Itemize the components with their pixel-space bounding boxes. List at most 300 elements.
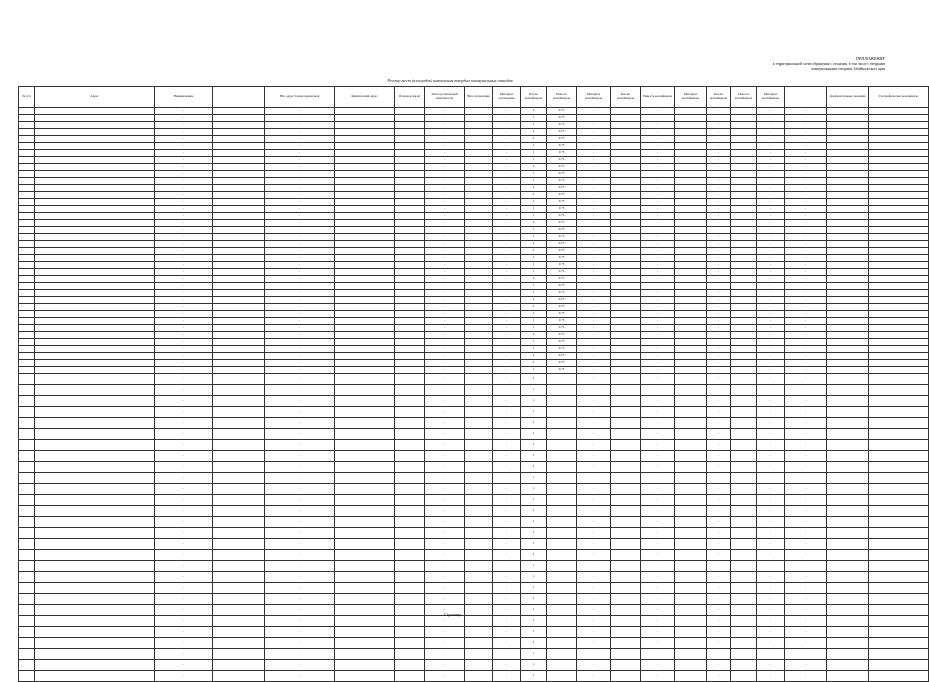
table-cell: - <box>265 506 335 517</box>
table-cell <box>213 283 265 290</box>
table-cell <box>731 550 757 561</box>
table-cell: - <box>707 660 731 671</box>
table-cell <box>35 583 155 594</box>
table-cell: - <box>493 616 521 627</box>
table-cell: - <box>641 255 675 262</box>
table-cell <box>35 506 155 517</box>
table-cell: - <box>155 671 213 682</box>
table-cell: - <box>265 539 335 550</box>
table-cell <box>869 517 929 528</box>
table-cell <box>675 157 707 164</box>
table-cell: - <box>785 605 827 616</box>
table-cell <box>35 418 155 429</box>
table-cell <box>827 332 869 339</box>
table-cell: 1 <box>521 129 547 136</box>
table-cell: - <box>265 325 335 332</box>
table-cell <box>395 192 425 199</box>
table-cell <box>35 157 155 164</box>
table-cell <box>547 495 577 506</box>
table-cell: - <box>425 649 465 660</box>
table-cell: 0.75 <box>547 332 577 339</box>
table-cell <box>675 367 707 374</box>
table-cell <box>827 627 869 638</box>
table-cell: - <box>577 108 611 115</box>
table-cell <box>35 539 155 550</box>
table-cell <box>335 269 395 276</box>
table-cell: - <box>641 671 675 682</box>
table-row <box>19 473 929 484</box>
table-cell <box>395 440 425 451</box>
table-cell: - <box>425 143 465 150</box>
table-cell: - <box>155 136 213 143</box>
table-cell <box>675 660 707 671</box>
table-cell: - <box>425 451 465 462</box>
table-cell: - <box>707 339 731 346</box>
table-cell: - <box>425 360 465 367</box>
table-cell <box>213 325 265 332</box>
table-cell: - <box>757 150 785 157</box>
table-cell: 0.75 <box>547 220 577 227</box>
table-cell <box>213 550 265 561</box>
table-cell: - <box>155 451 213 462</box>
table-cell: - <box>785 108 827 115</box>
table-cell <box>827 550 869 561</box>
table-cell <box>395 269 425 276</box>
table-cell <box>213 318 265 325</box>
table-cell <box>335 290 395 297</box>
table-cell: - <box>707 129 731 136</box>
table-cell: - <box>785 150 827 157</box>
table-cell: - <box>757 616 785 627</box>
table-cell <box>465 572 493 583</box>
table-cell <box>827 638 869 649</box>
table-cell <box>395 150 425 157</box>
table-cell <box>869 122 929 129</box>
table-cell: 1 <box>521 660 547 671</box>
table-cell <box>827 150 869 157</box>
table-cell <box>19 429 35 440</box>
table-cell: - <box>785 346 827 353</box>
table-cell <box>335 248 395 255</box>
table-cell: - <box>785 283 827 290</box>
table-cell: - <box>425 473 465 484</box>
table-cell: - <box>155 374 213 385</box>
table-cell <box>465 129 493 136</box>
table-cell <box>731 462 757 473</box>
column-header: Кол-во контейнеров <box>707 87 731 108</box>
table-cell <box>675 318 707 325</box>
table-cell <box>19 283 35 290</box>
table-cell <box>611 325 641 332</box>
table-cell <box>395 339 425 346</box>
table-cell <box>465 269 493 276</box>
table-cell: - <box>785 339 827 346</box>
table-cell: 0.75 <box>547 199 577 206</box>
table-cell <box>731 108 757 115</box>
table-cell: - <box>641 241 675 248</box>
table-cell: - <box>785 157 827 164</box>
table-cell: - <box>785 227 827 234</box>
table-cell <box>611 627 641 638</box>
table-cell <box>465 440 493 451</box>
table-cell <box>827 199 869 206</box>
table-cell: - <box>707 283 731 290</box>
table-cell: 1 <box>521 396 547 407</box>
table-cell: - <box>493 248 521 255</box>
table-cell: - <box>425 129 465 136</box>
table-row <box>19 671 929 682</box>
table-cell <box>827 561 869 572</box>
table-cell <box>213 241 265 248</box>
table-cell <box>335 671 395 682</box>
table-cell: - <box>425 407 465 418</box>
table-cell: - <box>493 473 521 484</box>
table-cell <box>869 290 929 297</box>
table-cell: 1 <box>521 157 547 164</box>
table-cell <box>731 339 757 346</box>
table-cell: 0.75 <box>547 122 577 129</box>
table-cell: - <box>425 517 465 528</box>
table-cell <box>465 108 493 115</box>
table-cell <box>35 269 155 276</box>
column-header: Емкость контейнеров <box>547 87 577 108</box>
table-cell <box>547 385 577 396</box>
table-cell <box>675 385 707 396</box>
table-cell: - <box>785 178 827 185</box>
table-cell: - <box>265 649 335 660</box>
table-cell <box>827 157 869 164</box>
table-cell: - <box>641 332 675 339</box>
table-row <box>19 374 929 385</box>
appendix-block <box>735 56 885 72</box>
column-header: Тип подстилающей поверхности <box>425 87 465 108</box>
table-cell <box>35 241 155 248</box>
table-cell <box>335 484 395 495</box>
table-cell: - <box>641 506 675 517</box>
table-cell <box>395 367 425 374</box>
table-cell: - <box>155 616 213 627</box>
table-cell: - <box>265 561 335 572</box>
table-cell: - <box>707 649 731 660</box>
table-cell: - <box>577 374 611 385</box>
table-cell <box>213 192 265 199</box>
table-cell <box>731 192 757 199</box>
table-cell <box>35 143 155 150</box>
table-cell: - <box>425 550 465 561</box>
table-cell <box>827 297 869 304</box>
table-cell <box>35 311 155 318</box>
table-cell: 1 <box>521 178 547 185</box>
table-cell: - <box>265 143 335 150</box>
table-cell: - <box>577 122 611 129</box>
table-cell <box>547 561 577 572</box>
column-header: Вид ограждения <box>465 87 493 108</box>
table-cell: - <box>641 451 675 462</box>
table-cell <box>395 462 425 473</box>
table-cell: - <box>265 178 335 185</box>
table-row <box>19 550 929 561</box>
table-cell: - <box>641 339 675 346</box>
table-cell <box>675 241 707 248</box>
table-cell <box>611 539 641 550</box>
table-cell: - <box>425 199 465 206</box>
table-cell <box>335 297 395 304</box>
table-cell <box>611 318 641 325</box>
table-cell: - <box>757 192 785 199</box>
table-cell: - <box>785 290 827 297</box>
table-cell <box>213 418 265 429</box>
table-cell <box>731 627 757 638</box>
table-cell <box>675 311 707 318</box>
table-cell: - <box>493 192 521 199</box>
table-cell: - <box>265 451 335 462</box>
table-cell <box>35 178 155 185</box>
table-row <box>19 136 929 143</box>
table-cell: - <box>785 304 827 311</box>
table-cell <box>213 462 265 473</box>
table-cell <box>213 506 265 517</box>
column-header: Материал контейнеров <box>577 87 611 108</box>
table-cell <box>213 407 265 418</box>
table-cell: - <box>265 484 335 495</box>
table-cell: - <box>707 605 731 616</box>
table-cell: - <box>641 129 675 136</box>
table-cell <box>19 346 35 353</box>
table-cell: - <box>493 311 521 318</box>
table-cell: - <box>757 129 785 136</box>
table-cell: - <box>493 440 521 451</box>
table-cell: - <box>493 262 521 269</box>
table-cell <box>731 122 757 129</box>
table-cell <box>675 353 707 360</box>
table-cell <box>675 136 707 143</box>
table-cell <box>731 157 757 164</box>
table-cell: - <box>425 660 465 671</box>
table-cell: - <box>757 241 785 248</box>
table-cell: - <box>265 213 335 220</box>
table-cell <box>213 627 265 638</box>
table-cell <box>35 517 155 528</box>
table-cell: - <box>265 164 335 171</box>
table-cell <box>869 213 929 220</box>
table-cell: - <box>425 484 465 495</box>
table-cell <box>213 178 265 185</box>
table-cell <box>869 339 929 346</box>
table-cell: - <box>641 283 675 290</box>
table-cell <box>547 594 577 605</box>
table-cell: - <box>265 517 335 528</box>
table-cell: - <box>785 495 827 506</box>
table-cell: - <box>155 367 213 374</box>
table-cell <box>869 440 929 451</box>
table-cell: - <box>707 220 731 227</box>
table-cell: - <box>425 150 465 157</box>
table-cell: - <box>493 605 521 616</box>
table-cell: - <box>641 353 675 360</box>
table-cell: - <box>265 171 335 178</box>
table-cell <box>611 367 641 374</box>
table-cell: - <box>641 269 675 276</box>
table-cell: - <box>641 660 675 671</box>
table-cell: 0.75 <box>547 262 577 269</box>
table-cell <box>213 561 265 572</box>
table-cell <box>611 506 641 517</box>
table-cell <box>35 462 155 473</box>
table-cell <box>731 473 757 484</box>
table-cell: - <box>425 429 465 440</box>
table-cell: - <box>641 311 675 318</box>
table-cell: 0.75 <box>547 143 577 150</box>
table-cell <box>35 122 155 129</box>
table-cell <box>19 616 35 627</box>
table-cell <box>213 616 265 627</box>
table-cell: - <box>707 150 731 157</box>
table-cell: - <box>155 276 213 283</box>
table-cell <box>611 143 641 150</box>
table-cell: 1 <box>521 367 547 374</box>
table-cell: - <box>425 638 465 649</box>
table-cell <box>335 325 395 332</box>
table-cell: - <box>155 178 213 185</box>
table-cell <box>335 418 395 429</box>
table-cell <box>827 304 869 311</box>
table-cell: - <box>577 136 611 143</box>
table-cell: - <box>641 290 675 297</box>
table-cell: - <box>757 550 785 561</box>
table-cell: - <box>493 572 521 583</box>
table-cell <box>35 550 155 561</box>
table-cell <box>869 206 929 213</box>
table-cell: - <box>641 297 675 304</box>
table-cell <box>547 418 577 429</box>
table-cell: - <box>757 332 785 339</box>
table-cell <box>827 241 869 248</box>
table-cell: - <box>265 660 335 671</box>
table-cell <box>19 220 35 227</box>
table-cell <box>611 311 641 318</box>
table-cell: - <box>155 660 213 671</box>
table-cell <box>19 495 35 506</box>
table-cell <box>395 290 425 297</box>
table-cell: - <box>757 649 785 660</box>
table-cell <box>335 396 395 407</box>
table-cell <box>213 262 265 269</box>
table-cell <box>547 506 577 517</box>
table-cell <box>675 178 707 185</box>
table-cell <box>19 213 35 220</box>
table-cell <box>869 311 929 318</box>
table-cell: - <box>155 164 213 171</box>
table-cell <box>19 367 35 374</box>
table-cell <box>611 108 641 115</box>
table-cell: - <box>493 495 521 506</box>
table-cell <box>335 332 395 339</box>
table-cell <box>465 311 493 318</box>
table-cell: - <box>155 171 213 178</box>
table-cell <box>675 262 707 269</box>
table-cell: - <box>493 561 521 572</box>
table-cell: - <box>707 583 731 594</box>
table-cell <box>611 418 641 429</box>
table-cell: - <box>425 262 465 269</box>
table-cell: - <box>493 276 521 283</box>
table-row <box>19 528 929 539</box>
table-cell <box>611 213 641 220</box>
table-cell: - <box>707 115 731 122</box>
table-cell <box>35 385 155 396</box>
table-cell: - <box>707 227 731 234</box>
table-cell: - <box>757 178 785 185</box>
table-cell <box>731 318 757 325</box>
table-cell: - <box>785 385 827 396</box>
table-cell: - <box>493 660 521 671</box>
table-cell: - <box>707 136 731 143</box>
table-cell: - <box>577 473 611 484</box>
table-cell <box>675 671 707 682</box>
table-row <box>19 360 929 367</box>
table-cell <box>335 638 395 649</box>
table-cell <box>827 129 869 136</box>
table-cell <box>869 318 929 325</box>
table-cell <box>35 234 155 241</box>
table-cell: - <box>155 440 213 451</box>
table-cell <box>869 451 929 462</box>
table-cell <box>869 185 929 192</box>
table-cell <box>611 269 641 276</box>
table-cell: - <box>265 440 335 451</box>
table-cell: - <box>577 429 611 440</box>
table-row <box>19 332 929 339</box>
table-cell <box>731 360 757 367</box>
table-body <box>19 108 929 682</box>
table-cell <box>827 440 869 451</box>
table-cell <box>35 451 155 462</box>
table-cell <box>19 360 35 367</box>
table-cell: - <box>155 199 213 206</box>
table-cell <box>395 234 425 241</box>
table-cell: - <box>707 353 731 360</box>
table-cell <box>675 462 707 473</box>
table-cell: - <box>493 638 521 649</box>
table-cell: - <box>155 407 213 418</box>
table-cell <box>869 157 929 164</box>
table-row <box>19 649 929 660</box>
table-cell: - <box>577 660 611 671</box>
table-cell: - <box>265 473 335 484</box>
table-cell <box>731 234 757 241</box>
table-cell <box>465 616 493 627</box>
table-row <box>19 164 929 171</box>
table-cell: - <box>493 583 521 594</box>
table-cell: - <box>757 164 785 171</box>
table-cell <box>335 220 395 227</box>
table-cell: - <box>425 206 465 213</box>
table-cell <box>335 385 395 396</box>
table-cell <box>335 627 395 638</box>
table-cell <box>465 360 493 367</box>
table-cell: - <box>493 318 521 325</box>
table-cell <box>19 262 35 269</box>
table-cell <box>19 192 35 199</box>
table-cell <box>213 440 265 451</box>
table-cell: - <box>757 157 785 164</box>
table-cell <box>335 178 395 185</box>
table-cell <box>395 122 425 129</box>
table-cell <box>213 339 265 346</box>
table-cell: 0.75 <box>547 164 577 171</box>
table-cell <box>395 311 425 318</box>
table-cell: 1 <box>521 220 547 227</box>
